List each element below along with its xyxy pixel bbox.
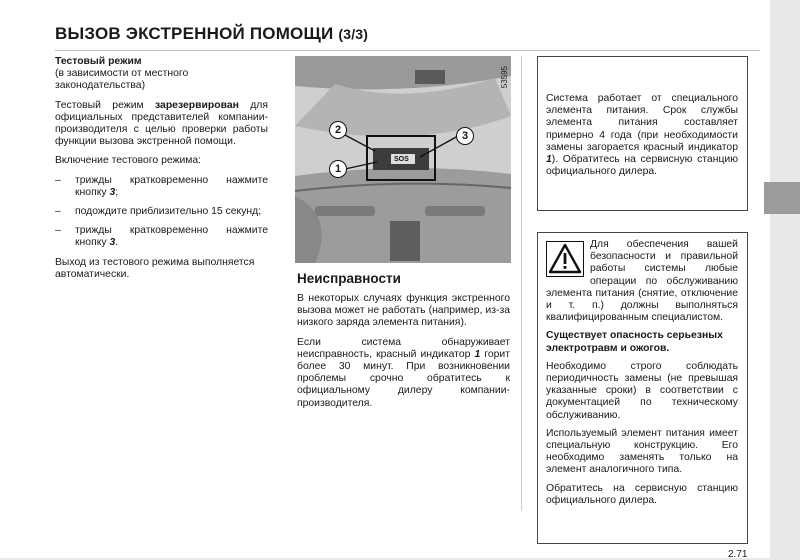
step-item: – подождите приблизительно 15 секунд; [55,206,262,218]
warning-content [546,239,738,513]
warning-paragraph-3: Используемый элемент питания имеет специальную конструкцию. Его необходимо заменять только на элемент аналогичного типа. [546,427,738,476]
test-mode-note: (в зависимости от местного законодательства) [55,68,189,92]
title-divider [55,50,760,51]
callout-3: 3 [456,127,474,145]
exit-text: Выход из тестового режима выполняется автоматически. [55,256,255,280]
column-divider [521,56,522,511]
page-title [55,24,368,44]
callout-2: 2 [329,121,347,139]
malfunction-paragraph-2: Если система обнаруживает неисправность, красный индикатор 1 горит более 30 минут. При возникновении проблемы срочно обратитесь к официальному дилеру компании-производителя. [297,336,510,409]
chapter-tab [764,182,800,214]
step-item: – трижды кратковременно нажмите кнопку 3; [55,174,268,198]
warning-icon [546,241,584,277]
left-column [55,56,268,288]
battery-info-box [537,56,748,211]
step-item: – трижды кратковременно нажмите кнопку 3. [55,225,268,249]
figure-code: 53595 [500,66,509,89]
test-mode-paragraph: Тестовый режим зарезервирован для официальных представителей компании-производителя с целью проверки работы функции вызова экстренной помощи. [55,99,268,148]
sos-button: SOS [394,156,409,163]
title-text: ВЫЗОВ ЭКСТРЕННОЙ ПОМОЩИ [55,24,334,43]
page-number: 2.71 [728,549,748,560]
title-part: (3/3) [338,26,369,42]
car-interior-figure [295,56,511,263]
callout-1: 1 [329,160,347,178]
middle-column [297,293,510,417]
warning-paragraph-4: Обратитесь на сервисную станцию официального дилера. [546,482,738,506]
malfunctions-heading: Неисправности [297,271,401,286]
malfunction-paragraph-1: В некоторых случаях функция экстренного вызова может не работать (например, из-за низкого заряда элемента питания). [297,293,510,329]
warning-paragraph-2: Необходимо строго соблюдать периодичность замены (не превышая указанные сроки) в соответствии с документацией по техническому обслуживанию. [546,360,738,421]
warning-bold: Существует опасность серьезных электротравм и ожогов. [546,330,723,354]
battery-info-text: Система работает от специального элемента питания. Срок службы элемента питания составляет примерно 4 года (при необходимости замены загорается красный индикатор 1). Обратитесь на сервисную станцию официального дилера. [546,93,738,178]
warning-box [537,232,748,544]
enable-intro: Включение тестового режима: [55,155,202,167]
warning-paragraph-1: Для обеспечения вашей безопасности и правильной работы системы любые операции по обслуживанию элемента питания (снятие, отключение и т. п.) должны выполняться квалифицированным специалистом. [546,239,738,324]
test-mode-heading: Тестовый режим [55,56,142,67]
